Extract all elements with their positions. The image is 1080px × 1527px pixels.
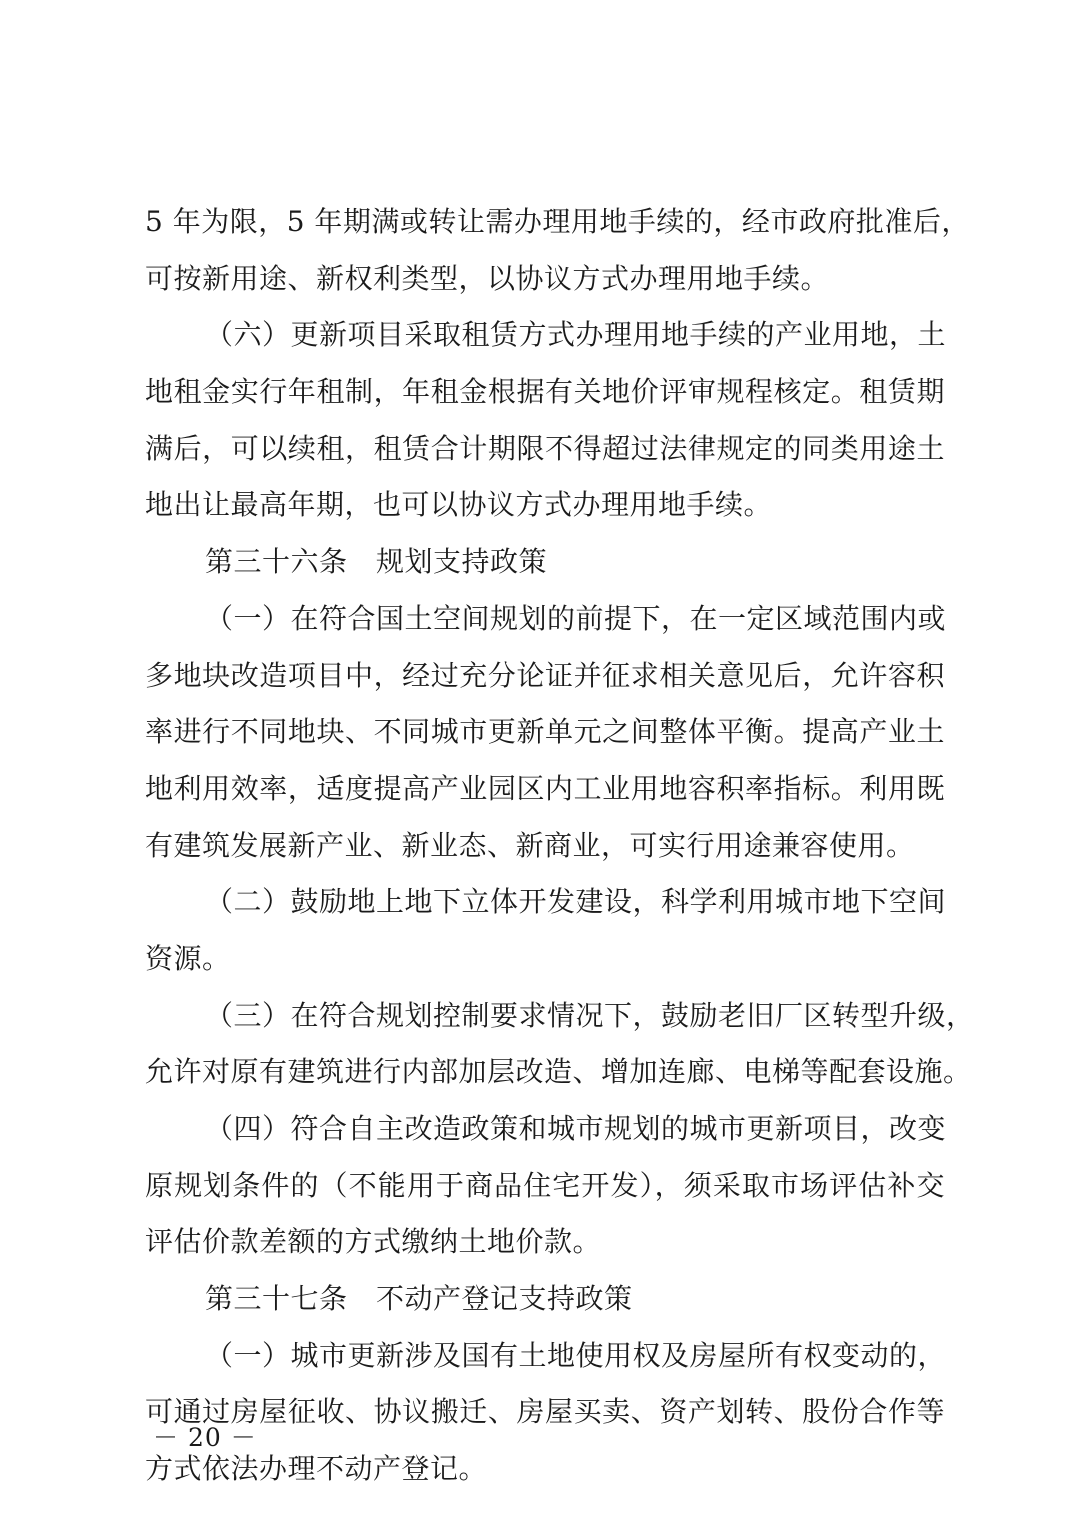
text-line: 可按新用途、新权利类型，以协议方式办理用地手续。: [145, 261, 830, 295]
text-line: 多地块改造项目中，经过充分论证并征求相关意见后，允许容积: [145, 658, 945, 692]
text-line: 原规划条件的（不能用于商品住宅开发），须采取市场评估补交: [145, 1168, 945, 1202]
text-line: （六）更新项目采取租赁方式办理用地手续的产业用地，土: [205, 318, 947, 352]
text-line: 满后，可以续租，租赁合计期限不得超过法律规定的同类用途土: [145, 431, 945, 465]
text-line: 地出让最高年期，也可以协议方式办理用地手续。: [145, 488, 773, 522]
text-line: （三）在符合规划控制要求情况下，鼓励老旧厂区转型升级，: [205, 998, 975, 1032]
text-line: 地利用效率，适度提高产业园区内工业用地容积率指标。利用既: [145, 771, 945, 805]
text-line: （四）符合自主改造政策和城市规划的城市更新项目，改变: [205, 1112, 947, 1145]
text-line: 有建筑发展新产业、新业态、新商业，可实行用途兼容使用。: [145, 828, 915, 862]
page-number: － 20 －: [153, 1423, 257, 1452]
text-line: 资源。: [145, 941, 231, 975]
text-line: （一）城市更新涉及国有土地使用权及房屋所有权变动的，: [205, 1338, 947, 1372]
body-text: [145, 194, 975, 1498]
text-line: （一）在符合国土空间规划的前提下，在一定区域范围内或: [205, 601, 947, 635]
text-line: 评估价款差额的方式缴纳土地价款。: [145, 1225, 602, 1259]
article-heading: 第三十七条 不动产登记支持政策: [205, 1282, 633, 1316]
text-line: 地租金实行年租制，年租金根据有关地价评审规程核定。租赁期: [145, 375, 945, 409]
text-line: 方式依法办理不动产登记。: [145, 1452, 488, 1486]
article-heading: 第三十六条 规划支持政策: [205, 545, 548, 579]
text-line: 率进行不同地块、不同城市更新单元之间整体平衡。提高产业土: [145, 715, 945, 749]
text-line: （二）鼓励地上地下立体开发建设，科学利用城市地下空间: [205, 885, 947, 919]
text-line: 可通过房屋征收、协议搬迁、房屋买卖、资产划转、股份合作等: [145, 1395, 945, 1429]
text-line: 5 年为限，5 年期满或转让需办理用地手续的，经市政府批准后，: [145, 205, 970, 238]
text-line: 允许对原有建筑进行内部加层改造、增加连廊、电梯等配套设施。: [145, 1055, 972, 1089]
